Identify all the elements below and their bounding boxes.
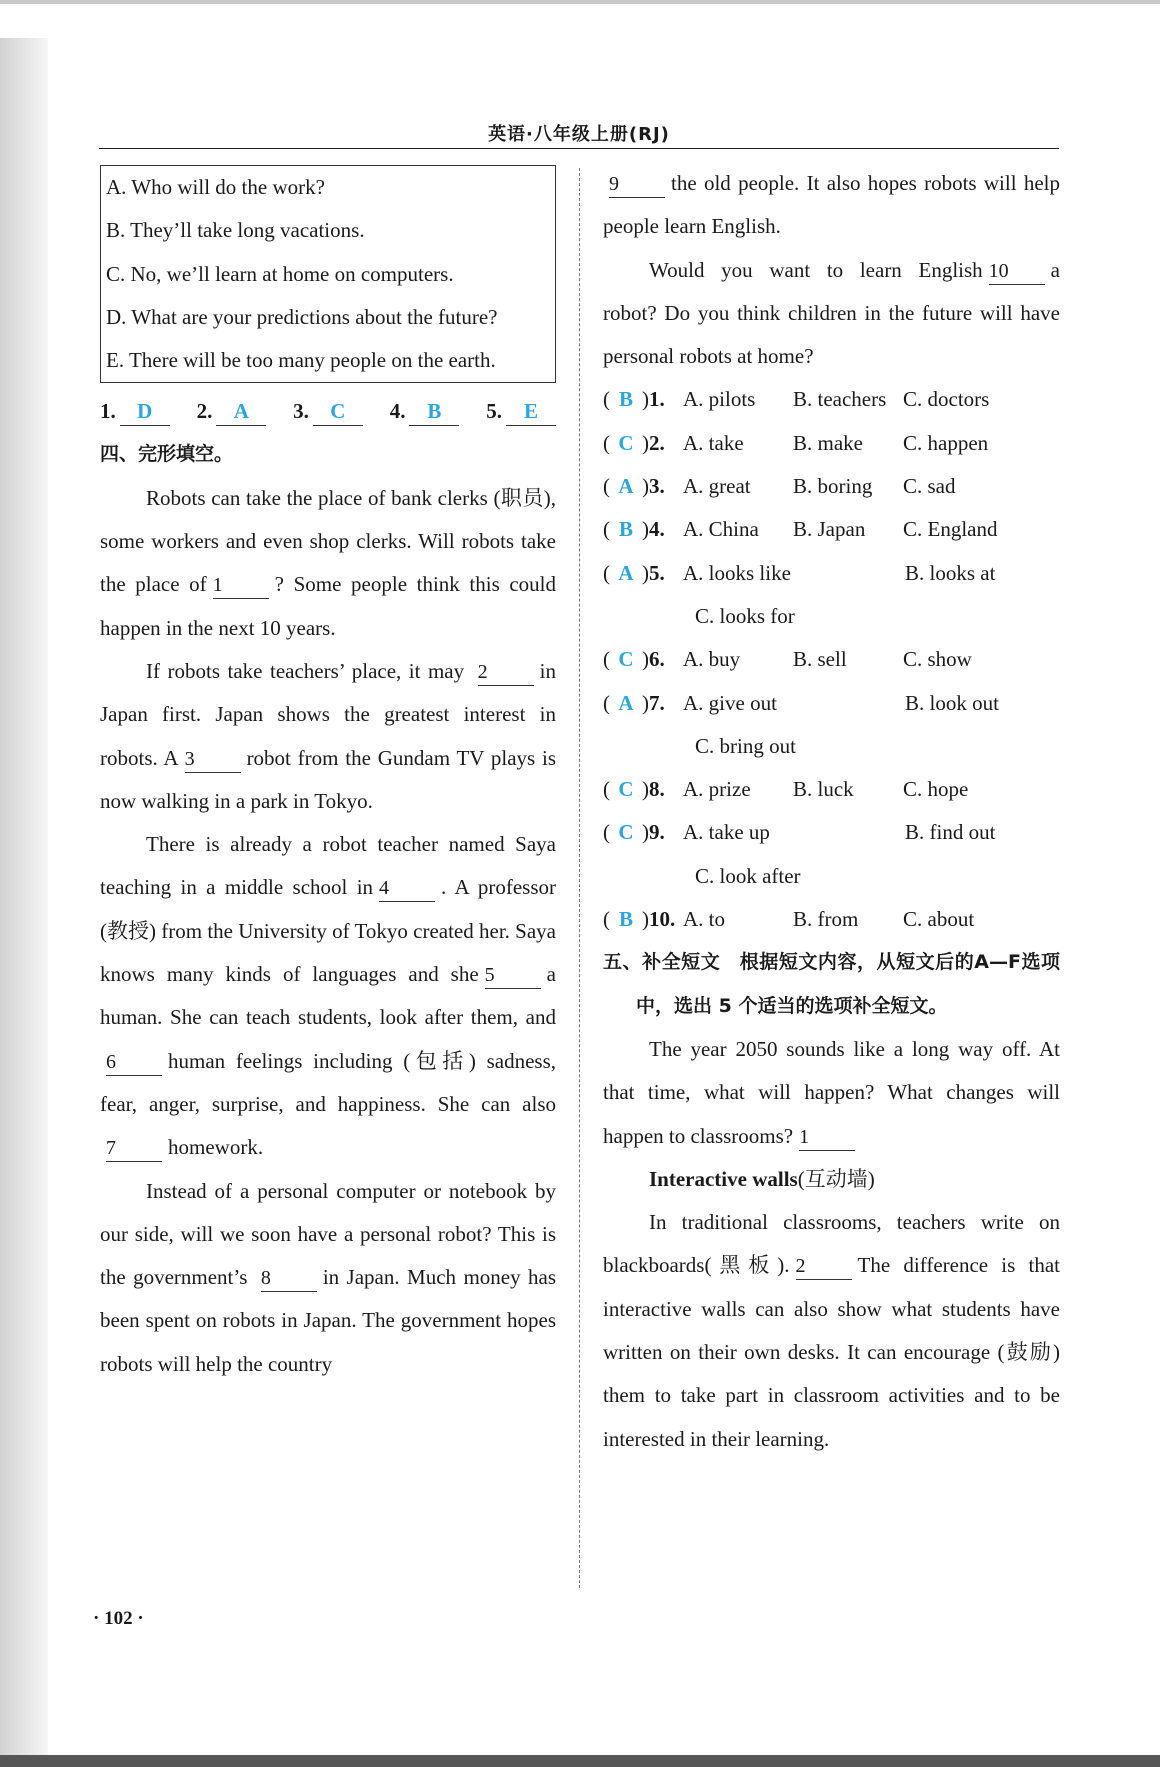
blank-7: 7 — [106, 1135, 162, 1162]
page-number: · 102 · — [93, 1608, 144, 1629]
bottom-edge — [0, 1755, 1160, 1767]
option-a: A. Who will do the work? — [106, 175, 325, 199]
answer-key: C — [618, 430, 634, 455]
blank-8: 8 — [261, 1265, 317, 1292]
header-rule — [99, 148, 1059, 149]
answer-key: B — [618, 387, 633, 412]
passage-blank-1: 1 — [799, 1124, 855, 1151]
question-1: ( B )1. A. pilots B. teachers C. doctors — [603, 378, 1060, 421]
answer-key: A — [618, 560, 634, 585]
section-4-title: 四、完形填空。 — [100, 443, 234, 466]
cloze-paragraph-2: If robots take teachers’ place, it may 2 in Japan first. Japan shows the greatest interest in robots. A 3 robot from the Gundam TV plays is now walking in a park in Tokyo. — [100, 658, 556, 813]
question-7: ( A )7. A. give out B. look out — [603, 682, 1060, 725]
cloze-paragraph-1: Robots can take the place of bank clerks (职员), some workers and even shop clerks. Will robots take the place of 1 ? Some people think this could happen in the next 10 years. — [100, 485, 557, 640]
option-c: C. No, we’ll learn at home on computers. — [106, 261, 454, 286]
question-10: ( B )10. A. to B. from C. about — [603, 898, 1060, 941]
answer-key: A — [618, 474, 634, 499]
answer-blank: B — [409, 397, 459, 426]
blank-2: 2 — [478, 659, 534, 686]
option-e: E. There will be too many people on the earth. — [106, 348, 496, 373]
answer-blank: C — [313, 397, 363, 426]
blank-6: 6 — [106, 1049, 162, 1076]
option-b: B. They’ll take long vacations. — [106, 218, 365, 243]
top-edge — [0, 0, 1160, 4]
left-column — [100, 165, 556, 1386]
blank-9: 9 — [609, 171, 665, 198]
blank-5: 5 — [485, 962, 541, 989]
question-7-option-c: C. bring out — [695, 733, 796, 758]
question-6: ( C )6. A. buy B. sell C. show — [603, 638, 1060, 681]
answer-blank: E — [506, 397, 556, 426]
option-d: D. What are your predictions about the future? — [106, 304, 498, 329]
blank-1: 1 — [213, 572, 269, 599]
column-divider — [579, 168, 580, 1588]
answer-line: 1. D 2. A 3. C 4. B 5. E — [100, 389, 556, 433]
question-4: ( B )4. A. China B. Japan C. England — [603, 508, 1060, 551]
question-8: ( C )8. A. prize B. luck C. hope — [603, 768, 1060, 811]
question-9: ( C )9. A. take up B. find out — [603, 811, 1060, 854]
page-shadow — [0, 38, 48, 1758]
question-3: ( A )3. A. great B. boring C. sad — [603, 465, 1060, 508]
answer-key: C — [618, 777, 634, 802]
cloze-paragraph-3: There is already a robot teacher named Saya teaching in a middle school in 4 . A professor (教授) from the University of Tokyo created her. Saya knows many kinds of languages and she 5 a human. She can teach students, look after them, and6 human feelings including (包括) sadness, fear, anger, surprise, and happiness. She can also7 homework. — [100, 823, 556, 1169]
blank-3: 3 — [185, 746, 241, 773]
passage-paragraph-2: In traditional classrooms, teachers write on blackboards(黑板). 2 The difference is that interactive walls can also show what students have written on their own desks. It can encourage (鼓励) them to take part in classroom activities and to be interested in their learning. — [603, 1210, 1060, 1451]
options-box — [100, 165, 556, 383]
cloze-paragraph-5: Would you want to learn English 10 a robot? Do you think children in the future will have personal robots at home? — [603, 257, 1060, 369]
answer-blank: A — [216, 397, 266, 426]
blank-4: 4 — [379, 875, 435, 902]
question-5: ( A )5. A. looks like B. looks at — [603, 552, 1060, 595]
answer-blank: D — [120, 397, 170, 426]
question-5-option-c: C. looks for — [695, 603, 795, 628]
answer-key: C — [618, 820, 634, 845]
answer-key: A — [618, 690, 634, 715]
answer-key: B — [618, 517, 633, 542]
blank-10: 10 — [989, 258, 1045, 285]
cloze-paragraph-4: Instead of a personal computer or notebook by our side, will we soon have a personal robot? This is the government’s 8 in Japan. Much money has been spent on robots in Japan. The government hopes robots will help the country — [100, 1178, 557, 1376]
right-column — [603, 162, 1060, 1461]
question-2: ( C )2. A. take B. make C. happen — [603, 422, 1060, 465]
answer-key: C — [618, 647, 634, 672]
page-header: 英语·八年级上册(RJ) — [488, 124, 670, 145]
question-list — [603, 378, 1060, 941]
section-5-title: 五、补全短文 根据短文内容，从短文后的A—F选项中，选出 5 个适当的选项补全短文。 — [603, 951, 1060, 1017]
answer-key: B — [618, 907, 633, 932]
question-9-option-c: C. look after — [695, 863, 801, 888]
passage-paragraph-1: The year 2050 sounds like a long way off. At that time, what will happen? What changes will happen to classrooms? 1 — [603, 1028, 1060, 1158]
cloze-paragraph-4-cont: 9 the old people. It also hopes robots will help people learn English. — [603, 171, 1060, 239]
passage-blank-2: 2 — [796, 1253, 852, 1280]
passage-subheading: Interactive walls(互动墙) — [649, 1166, 875, 1191]
